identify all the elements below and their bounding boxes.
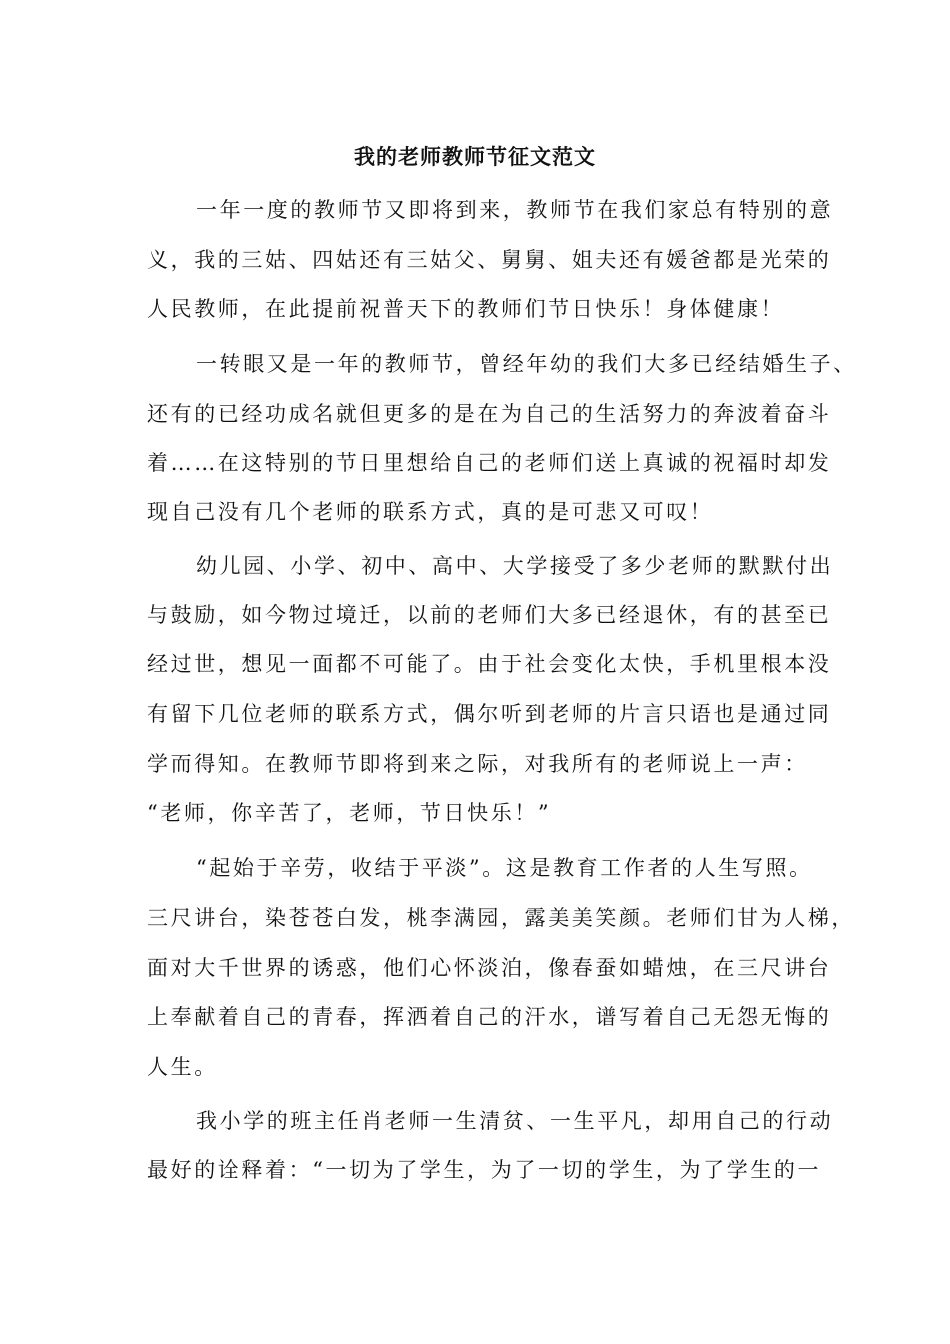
- paragraph-4-line-4: 上奉献着自己的青春，挥洒着自己的汗水，谱写着自己无怨无悔的: [147, 1005, 832, 1029]
- paragraph-2-line-2: 还有的已经功成名就但更多的是在为自己的生活努力的奔波着奋斗: [147, 402, 832, 426]
- paragraph-4-line-1: “起始于辛劳，收结于平淡”。这是教育工作者的人生写照。: [196, 856, 813, 880]
- paragraph-1-line-1: 一年一度的教师节又即将到来，教师节在我们家总有特别的意: [196, 198, 834, 222]
- paragraph-3-line-6: “老师，你辛苦了，老师，节日快乐！”: [147, 801, 552, 825]
- paragraph-5-line-1: 我小学的班主任肖老师一生清贫、一生平凡，却用自己的行动: [196, 1109, 834, 1133]
- paragraph-4-line-3: 面对大千世界的诱惑，他们心怀淡泊，像春蚕如蜡烛，在三尺讲台: [147, 956, 832, 980]
- paragraph-2-line-4: 现自己没有几个老师的联系方式，真的是可悲又可叹！: [147, 500, 714, 524]
- paragraph-2-line-1: 一转眼又是一年的教师节，曾经年幼的我们大多已经结婚生子、: [196, 352, 857, 376]
- paragraph-2-line-3: 着……在这特别的节日里想给自己的老师们送上真诚的祝福时却发: [147, 451, 832, 475]
- page-title: 我的老师教师节征文范文: [354, 144, 596, 169]
- paragraph-4-line-2: 三尺讲台，染苍苍白发，桃李满园，露美美笑颜。老师们甘为人梯，: [147, 906, 855, 930]
- paragraph-4-line-5: 人生。: [147, 1055, 218, 1079]
- paragraph-1-line-3: 人民教师，在此提前祝普天下的教师们节日快乐！身体健康！: [147, 297, 785, 321]
- paragraph-3-line-3: 经过世，想见一面都不可能了。由于社会变化太快，手机里根本没: [147, 652, 832, 676]
- paragraph-1-line-2: 义，我的三姑、四姑还有三姑父、舅舅、姐夫还有媛爸都是光荣的: [147, 248, 832, 272]
- paragraph-3-line-2: 与鼓励，如今物过境迁，以前的老师们大多已经退休，有的甚至已: [147, 603, 832, 627]
- paragraph-3-line-5: 学而得知。在教师节即将到来之际，对我所有的老师说上一声：: [147, 752, 808, 776]
- paragraph-3-line-1: 幼儿园、小学、初中、高中、大学接受了多少老师的默默付出: [196, 554, 834, 578]
- paragraph-5-line-2: 最好的诠释着：“一切为了学生，为了一切的学生，为了学生的一: [147, 1158, 822, 1182]
- paragraph-3-line-4: 有留下几位老师的联系方式，偶尔听到老师的片言只语也是通过同: [147, 702, 832, 726]
